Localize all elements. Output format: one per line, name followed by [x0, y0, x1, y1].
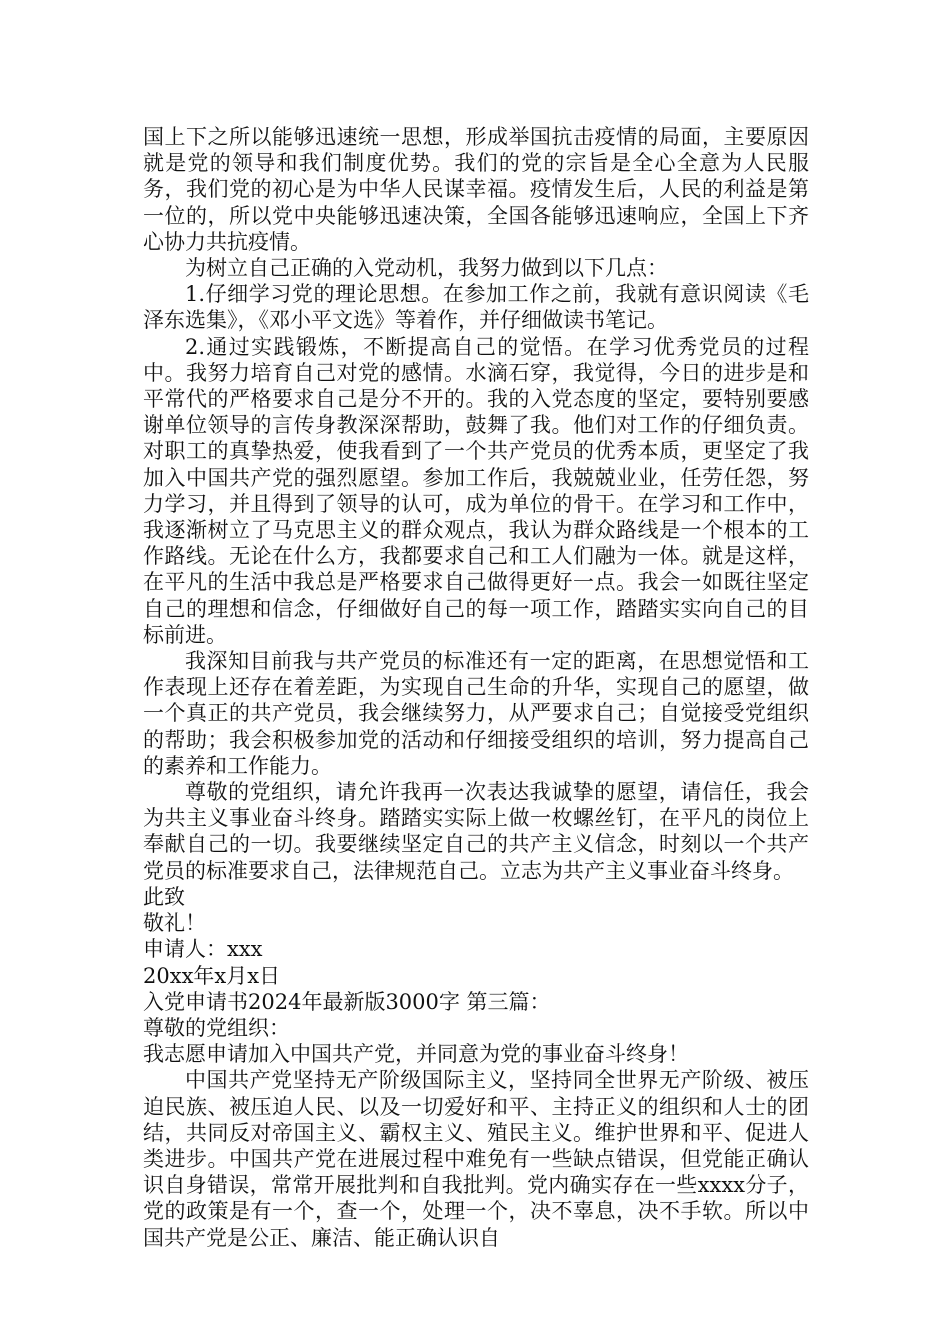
- paragraph-6: 尊敬的党组织，请允许我再一次表达我诚挚的愿望，请信任，我会为共主义事业奋斗终身。踏踏实实际上做一枚螺丝钉，在平凡的岗位上奉献自己的一切。我要继续坚定自己的共产主义信念，时刻以一个共产党员的标准要求自己，法律规范自己。立志为共产主义事业奋斗终身。: [143, 780, 809, 883]
- date-line: 20xx年x月x日: [143, 963, 281, 988]
- section-heading: 入党申请书2024年最新版3000字 第三篇：: [143, 989, 551, 1014]
- paragraph-1: 国上下之所以能够迅速统一思想，形成举国抗击疫情的局面，主要原因就是党的领导和我们制度优势。我们的党的宗旨是全心全意为人民服务，我们党的初心是为中华人民谋幸福。疫情发生后，人民的利益是第一位的，所以党中央能够迅速决策，全国各能够迅速响应，全国上下齐心协力共抗疫情。: [143, 125, 809, 254]
- paragraph-2: 为树立自己正确的入党动机，我努力做到以下几点：: [185, 256, 668, 281]
- paragraph-7: 中国共产党坚持无产阶级国际主义，坚持同全世界无产阶级、被压迫民族、被压迫人民、以及一切爱好和平、主持正义的组织和人士的团结，共同反对帝国主义、霸权主义、殖民主义。维护世界和平、促进人类进步。中国共产党在进展过程中难免有一些缺点错误，但党能正确认识自身错误，常常开展批判和自我批判。党内确实存在一些xxxx分子，党的政策是有一个，查一个，处理一个，决不辜息，决不手软。所以中国共产党是公正、廉洁、能正确认识自: [143, 1068, 809, 1250]
- paragraph-3: 1.仔细学习党的理论思想。在参加工作之前，我就有意识阅读《毛泽东选集》，《邓小平文选》等着作，并仔细做读书笔记。: [143, 282, 809, 333]
- paragraph-5: 我深知目前我与共产党员的标准还有一定的距离，在思想觉悟和工作表现上还存在着差距，为实现自己生命的升华，实现自己的愿望，做一个真正的共产党员，我会继续努力，从严要求自己；自觉接受党组织的帮助；我会积极参加党的活动和仔细接受组织的培训，努力提高自己的素养和工作能力。: [143, 649, 809, 778]
- applicant-line: 申请人：xxx: [143, 937, 263, 962]
- closing-line-1: 此致: [143, 884, 185, 909]
- salutation-line: 尊敬的党组织：: [143, 1015, 290, 1040]
- paragraph-4: 2.通过实践锻炼，不断提高自己的觉悟。在学习优秀党员的过程中。我努力培育自己对党的感情。水滴石穿，我觉得，今日的进步是和平常代的严格要求自己是分不开的。我的入党态度的坚定，要特别要感谢单位领导的言传身教深深帮助，鼓舞了我。他们对工作的仔细负责。对职工的真挚热爱，使我看到了一个共产党员的优秀本质，更坚定了我加入中国共产党的强烈愿望。参加工作后，我兢兢业业，任劳任怨，努力学习，并且得到了领导的认可，成为单位的骨干。在学习和工作中，我逐渐树立了马克思主义的群众观点，我认为群众路线是一个根本的工作路线。无论在什么方，我都要求自己和工人们融为一体。就是这样，在平凡的生活中我总是严格要求自己做得更好一点。我会一如既往坚定自己的理想和信念，仔细做好自己的每一项工作，踏踏实实向自己的目标前进。: [143, 334, 809, 647]
- document-body: [143, 124, 809, 1251]
- closing-line-2: 敬礼！: [143, 911, 206, 936]
- application-line: 我志愿申请加入中国共产党，并同意为党的事业奋斗终身！: [143, 1042, 689, 1067]
